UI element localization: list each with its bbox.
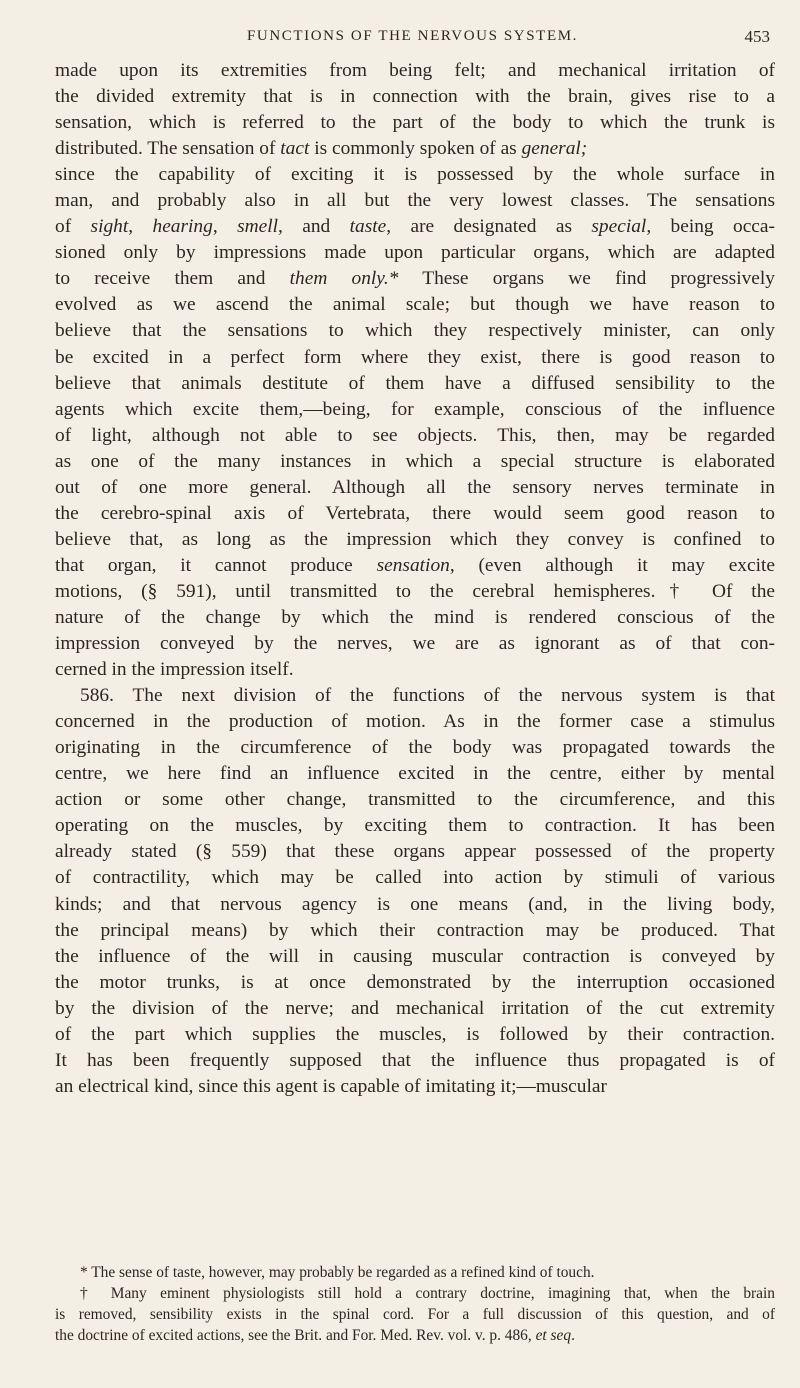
- body-text: ,: [212, 216, 238, 238]
- body-italic: smell: [237, 216, 278, 238]
- body-text: that organ, it cannot produce: [55, 554, 377, 576]
- body-line: [55, 501, 775, 527]
- body-line: [55, 996, 775, 1022]
- body-text: sensation, which is referred to the part of the body to which the trunk is: [55, 112, 775, 134]
- body-line: [55, 970, 775, 996]
- footnote-text: is removed, sensibility exists in the spinal cord. For a full discussion of this question, and of: [55, 1306, 775, 1323]
- body-text: the influence of the will in causing muscular contraction is conveyed by: [55, 945, 775, 967]
- body-italic: special: [591, 216, 647, 238]
- body-line: [55, 761, 775, 787]
- body-line: [55, 735, 775, 761]
- body-line: [55, 240, 775, 266]
- body-italic: tact: [280, 138, 310, 160]
- body-text: evolved as we ascend the animal scale; but though we have reason to: [55, 294, 775, 316]
- body-line: [55, 787, 775, 813]
- body-line: [55, 631, 775, 657]
- body-text: , and: [278, 216, 350, 238]
- body-line: [55, 162, 775, 188]
- body-line: [55, 1022, 775, 1048]
- body-text: is commonly spoken of as: [309, 138, 522, 160]
- body-line: [55, 84, 775, 110]
- footnote-text: .: [571, 1327, 575, 1344]
- footnote-text: † Many eminent physiologists still hold a contrary doctrine, imagining that, when the brain: [80, 1285, 775, 1302]
- body-text: the motor trunks, is at once demonstrated by the interruption occasioned: [55, 971, 775, 993]
- body-italic: them only.*: [289, 268, 399, 290]
- body-text: motions, (§ 591), until transmitted to the cerebral hemispheres.† Of the: [55, 580, 775, 602]
- body-line: [55, 110, 775, 136]
- body-text: made upon its extremities from being felt; and mechanical irritation of: [55, 60, 775, 81]
- body-line: [55, 449, 775, 475]
- body-text: kinds; and that nervous agency is one means (and, in the living body,: [55, 893, 775, 915]
- body-line: [55, 657, 775, 683]
- body-text: agents which excite them,—being, for example, conscious of the influence: [55, 398, 775, 420]
- body-text: man, and probably also in all but the very lowest classes. The sensations: [55, 190, 775, 212]
- body-line: [55, 266, 775, 292]
- body-line: [55, 1074, 775, 1100]
- body-text: operating on the muscles, by exciting them to contraction. It has been: [55, 815, 775, 837]
- body-text: ,: [128, 216, 153, 238]
- body-text: believe that, as long as the impression which they convey is confined to: [55, 528, 775, 550]
- body-line: [55, 58, 775, 84]
- body-italic: sensation: [376, 554, 450, 576]
- body-text: believe that the sensations to which they respectively minister, can only: [55, 320, 775, 342]
- body-line: [55, 683, 775, 709]
- body-text: to receive them and: [55, 268, 290, 290]
- body-text: sioned only by impressions made upon particular organs, which are adapted: [55, 242, 775, 264]
- body-text: These organs we find progressively: [398, 268, 775, 290]
- body-line: [55, 475, 775, 501]
- body-line: [55, 813, 775, 839]
- body-italic: hearing: [152, 216, 213, 238]
- body-line: [55, 371, 775, 397]
- body-line: [55, 579, 775, 605]
- body-text: the divided extremity that is in connection with the brain, gives rise to a: [55, 86, 775, 108]
- body-text: out of one more general. Although all the sensory nerves terminate in: [55, 476, 775, 498]
- body-text: concerned in the production of motion. As in the former case a stimulus: [55, 711, 775, 733]
- body-text: centre, we here find an influence excited in the centre, either by mental: [55, 763, 775, 785]
- body-line: [55, 136, 775, 162]
- footnote-line: [55, 1262, 775, 1283]
- footnote-text: * The sense of taste, however, may probably be regarded as a refined kind of touch.: [80, 1264, 595, 1281]
- body-line: [55, 214, 775, 240]
- body-text: be excited in a perfect form where they exist, there is good reason to: [55, 346, 775, 368]
- body-text: distributed. The sensation of: [55, 138, 281, 160]
- body-line: [55, 892, 775, 918]
- body-text: by the division of the nerve; and mechanical irritation of the cut extremity: [55, 997, 775, 1019]
- body-text: , are designated as: [386, 216, 592, 238]
- body-text: cerned in the impression itself.: [55, 659, 294, 681]
- body-text: , being occa-: [646, 216, 775, 238]
- body-line: [55, 553, 775, 579]
- body-text: [55, 58, 775, 1100]
- body-text: It has been frequently supposed that the influence thus propagated is of: [55, 1049, 775, 1071]
- footnote-line: [55, 1283, 775, 1304]
- body-line: [55, 423, 775, 449]
- body-text: of contractility, which may be called into action by stimuli of various: [55, 867, 775, 889]
- body-text: originating in the circumference of the body was propagated towards the: [55, 737, 775, 759]
- running-title: FUNCTIONS OF THE NERVOUS SYSTEM.: [246, 28, 578, 44]
- body-text: the principal means) by which their contraction may be produced. That: [55, 919, 775, 941]
- body-line: [55, 605, 775, 631]
- body-text: impression conveyed by the nerves, we are as ignorant as of that con-: [55, 633, 775, 655]
- body-text: as one of the many instances in which a special structure is elaborated: [55, 450, 775, 472]
- body-line: [55, 918, 775, 944]
- body-text: nature of the change by which the mind is rendered conscious of the: [55, 606, 775, 628]
- footnote-text: the doctrine of excited actions, see the Brit. and For. Med. Rev. vol. v. p. 486,: [55, 1327, 536, 1344]
- body-line: [55, 527, 775, 553]
- footnote-line: [55, 1325, 775, 1346]
- body-text: action or some other change, transmitted to the circumference, and this: [55, 789, 775, 811]
- body-italic: taste: [349, 216, 387, 238]
- footnote-line: [55, 1304, 775, 1325]
- body-line: [55, 709, 775, 735]
- body-text: already stated (§ 559) that these organs appear possessed of the property: [55, 841, 775, 863]
- body-italic: general;: [521, 138, 588, 160]
- body-italic: sight: [90, 216, 129, 238]
- running-head: [55, 22, 770, 52]
- body-line: [55, 318, 775, 344]
- body-line: [55, 865, 775, 891]
- page-number: 453: [744, 27, 770, 46]
- body-text: the cerebro-spinal axis of Vertebrata, there would seem good reason to: [55, 502, 775, 524]
- body-line: [55, 188, 775, 214]
- body-text: of: [55, 216, 91, 238]
- body-text: of the part which supplies the muscles, is followed by their contraction.: [55, 1023, 775, 1045]
- body-text: an electrical kind, since this agent is capable of imitating it;—muscular: [55, 1075, 607, 1097]
- body-line: [55, 1048, 775, 1074]
- footnote-italic: et seq: [535, 1327, 572, 1344]
- body-line: [55, 839, 775, 865]
- body-line: [55, 345, 775, 371]
- body-text: 586. The next division of the functions of the nervous system is that: [80, 685, 775, 707]
- body-line: [55, 944, 775, 970]
- footnotes: [55, 1262, 775, 1346]
- body-line: [55, 397, 775, 423]
- body-text: since the capability of exciting it is possessed by the whole surface in: [55, 164, 775, 186]
- body-text: of light, although not able to see objects. This, then, may be regarded: [55, 424, 775, 446]
- body-text: believe that animals destitute of them have a diffused sensibility to the: [55, 372, 775, 394]
- body-line: [55, 292, 775, 318]
- body-text: , (even although it may excite: [449, 554, 775, 576]
